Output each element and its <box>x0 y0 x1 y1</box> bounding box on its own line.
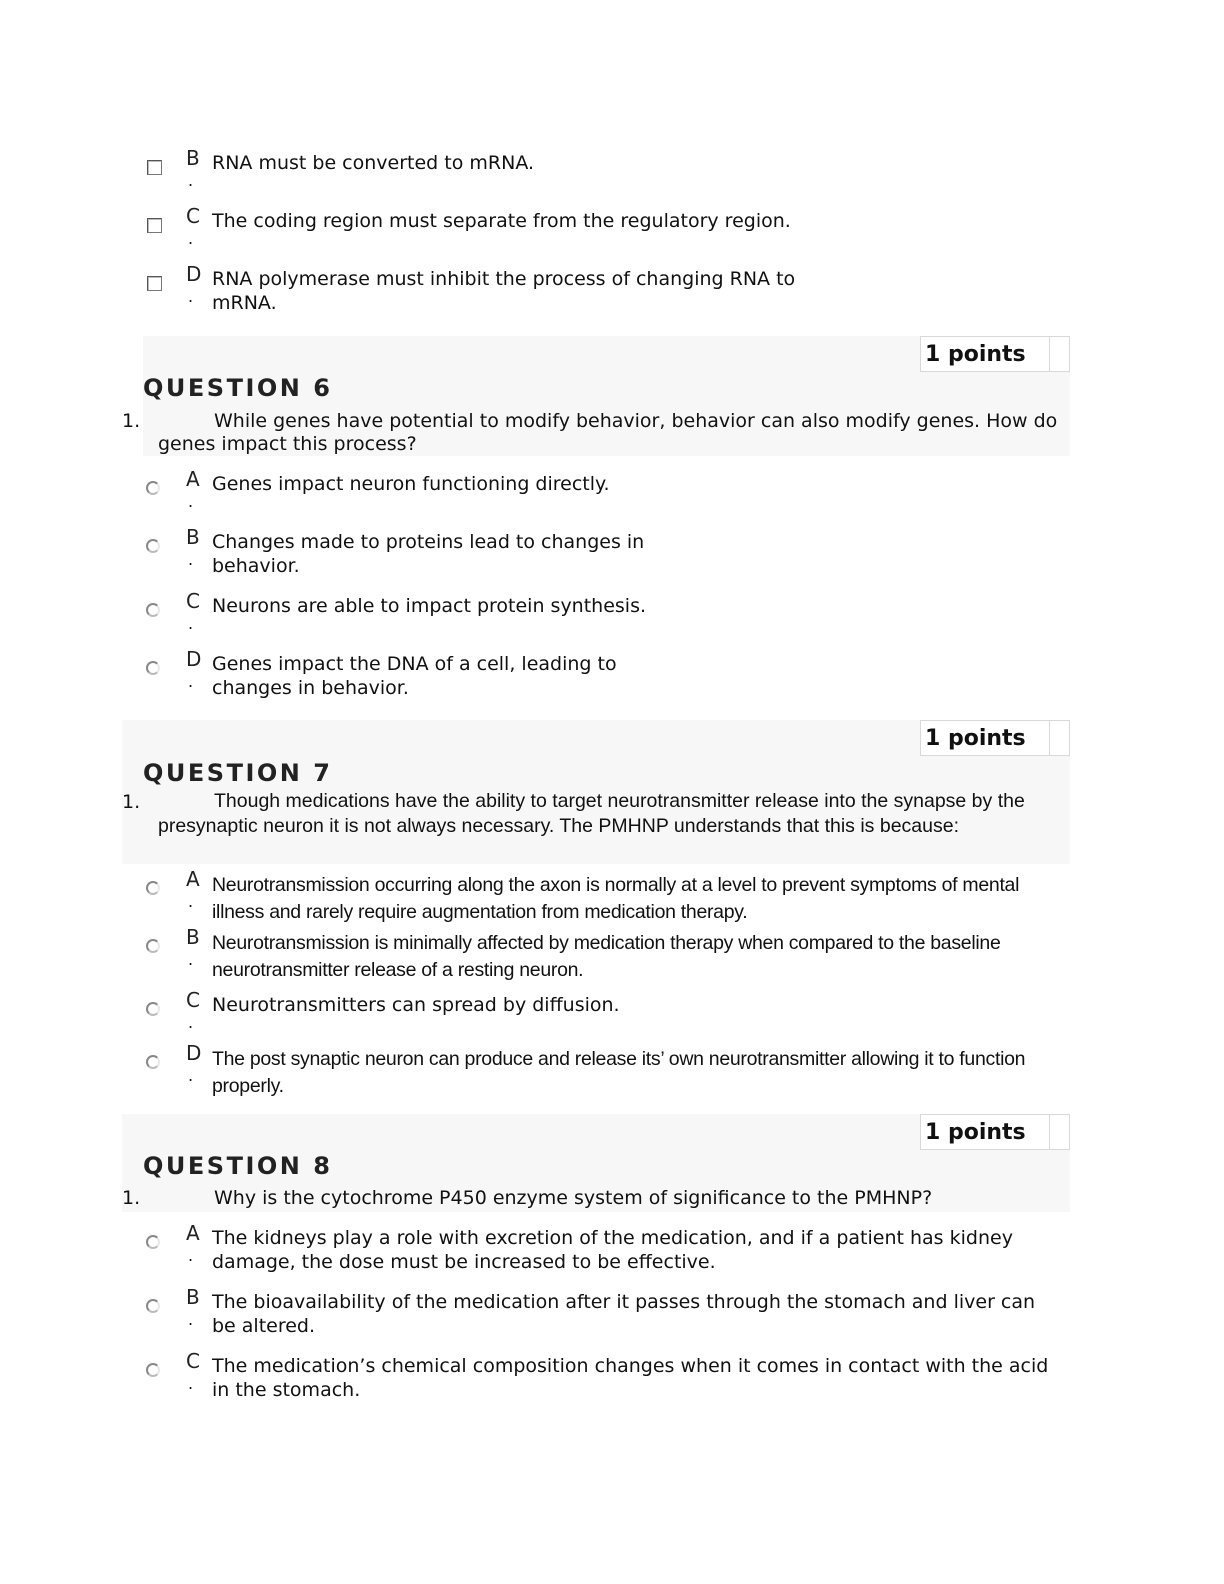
q6-choice-c[interactable] <box>145 589 1075 651</box>
choice-text: Changes made to proteins lead to changes in behavior. <box>212 531 645 577</box>
choice-dot: . <box>188 171 194 190</box>
choice-dot: . <box>188 287 194 306</box>
q5-choice-c[interactable] <box>145 204 1075 266</box>
question-title: QUESTION 6 <box>143 374 333 402</box>
choice-letter: C <box>186 204 200 228</box>
choice-letter: D <box>186 262 202 286</box>
points-box <box>920 1114 1070 1150</box>
choice-letter: A <box>186 1221 200 1245</box>
radio-icon[interactable] <box>146 603 160 617</box>
choice-letter: D <box>186 647 202 671</box>
question-title: QUESTION 7 <box>143 759 333 787</box>
choice-letter: A <box>186 867 200 891</box>
q6-choice-a[interactable] <box>145 467 1075 529</box>
question-stem: While genes have potential to modify behavior, behavior can also modify genes. How do genes impact this process? <box>158 410 1058 455</box>
question-stem: Though medications have the ability to target neurotransmitter release into the synapse by the presynaptic neuron it is not always necessary. The PMHNP understands that this is because: <box>158 790 1025 837</box>
choice-text: The bioavailability of the medication after it passes through the stomach and liver can be altered. <box>212 1291 1036 1337</box>
choice-text: RNA must be converted to mRNA. <box>212 152 535 174</box>
choice-dot: . <box>188 1246 194 1265</box>
q5-choice-b[interactable] <box>145 146 1075 208</box>
choice-letter: B <box>186 525 200 549</box>
choice-dot: . <box>188 892 194 911</box>
radio-icon[interactable] <box>146 1002 160 1016</box>
q5-choice-d[interactable] <box>145 262 1075 324</box>
q6-choice-d[interactable] <box>145 647 1075 709</box>
choice-text: RNA polymerase must inhibit the process of changing RNA to mRNA. <box>212 268 796 314</box>
question-stem: Why is the cytochrome P450 enzyme system of significance to the PMHNP? <box>214 1187 933 1209</box>
choice-dot: . <box>188 950 194 969</box>
choice-letter: C <box>186 589 200 613</box>
choice-text: Genes impact neuron functioning directly. <box>212 473 610 495</box>
choice-text: Genes impact the DNA of a cell, leading to changes in behavior. <box>212 653 617 699</box>
points-box <box>920 720 1070 756</box>
choice-dot: . <box>188 1013 194 1032</box>
question-number: 1. <box>122 410 141 432</box>
question-number: 1. <box>122 791 141 813</box>
q7-choice-c[interactable] <box>145 988 1075 1050</box>
q7-choice-b[interactable] <box>145 925 1075 987</box>
q6-choice-b[interactable] <box>145 525 1075 587</box>
choice-text: Neurotransmission occurring along the axon is normally at a level to prevent symptoms of mental illness and rarely require augmentation from medication therapy. <box>212 874 1020 923</box>
choice-dot: . <box>188 229 194 248</box>
q8-choice-a[interactable] <box>145 1221 1075 1283</box>
points-label: 1 points <box>921 721 1050 755</box>
choice-letter: A <box>186 467 200 491</box>
radio-icon[interactable] <box>146 1363 160 1377</box>
choice-text: Neurotransmission is minimally affected by medication therapy when compared to the baseline neurotransmitter release of a resting neuron. <box>212 932 1001 981</box>
question-number: 1. <box>122 1187 141 1209</box>
radio-icon[interactable] <box>146 1055 160 1069</box>
choice-dot: . <box>188 1310 194 1329</box>
choice-text: The coding region must separate from the regulatory region. <box>212 210 791 232</box>
radio-icon[interactable] <box>146 661 160 675</box>
choice-letter: D <box>186 1041 202 1065</box>
choice-dot: . <box>188 492 194 511</box>
question-title: QUESTION 8 <box>143 1152 333 1180</box>
radio-icon[interactable] <box>146 539 160 553</box>
q7-choice-d[interactable] <box>145 1041 1075 1103</box>
radio-icon[interactable] <box>146 1299 160 1313</box>
checkbox-icon[interactable] <box>147 160 162 175</box>
radio-icon[interactable] <box>146 481 160 495</box>
checkbox-icon[interactable] <box>147 276 162 291</box>
choice-letter: C <box>186 1349 200 1373</box>
choice-text: The medication’s chemical composition changes when it comes in contact with the acid in the stomach. <box>212 1355 1049 1401</box>
points-label: 1 points <box>921 337 1050 371</box>
choice-letter: B <box>186 146 200 170</box>
q8-choice-b[interactable] <box>145 1285 1075 1347</box>
q7-choice-a[interactable] <box>145 867 1075 929</box>
radio-icon[interactable] <box>146 881 160 895</box>
radio-icon[interactable] <box>146 939 160 953</box>
q8-choice-c[interactable] <box>145 1349 1075 1411</box>
points-box <box>920 336 1070 372</box>
choice-letter: B <box>186 925 200 949</box>
choice-text: The post synaptic neuron can produce and release its’ own neurotransmitter allowing it to function properly. <box>212 1048 1026 1097</box>
choice-text: Neurons are able to impact protein synthesis. <box>212 595 647 617</box>
choice-dot: . <box>188 614 194 633</box>
choice-text: The kidneys play a role with excretion of the medication, and if a patient has kidney damage, the dose must be increased to be effective. <box>212 1227 1013 1273</box>
points-label: 1 points <box>921 1115 1050 1149</box>
choice-text: Neurotransmitters can spread by diffusion. <box>212 994 620 1016</box>
choice-letter: B <box>186 1285 200 1309</box>
choice-dot: . <box>188 550 194 569</box>
choice-letter: C <box>186 988 200 1012</box>
radio-icon[interactable] <box>146 1235 160 1249</box>
choice-dot: . <box>188 1374 194 1393</box>
choice-dot: . <box>188 1066 194 1085</box>
choice-dot: . <box>188 672 194 691</box>
checkbox-icon[interactable] <box>147 218 162 233</box>
